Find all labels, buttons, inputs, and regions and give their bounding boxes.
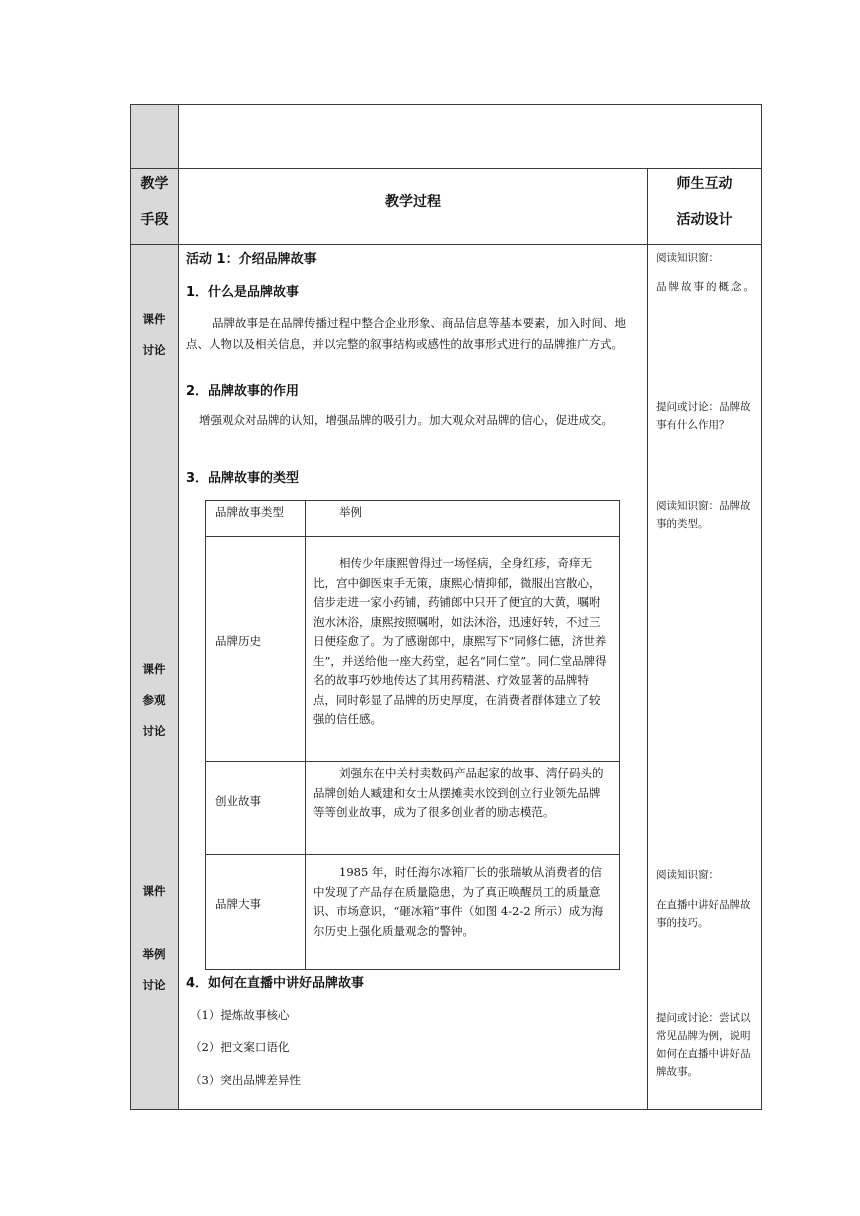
brand-story-types-table [205, 500, 620, 970]
column-divider-2 [647, 168, 648, 1110]
table-row-2-example: 刘强东在中关村卖数码产品起家的故事、湾仔码头的品牌创始人臧建和女士从摆摊卖水饺到创立行业领先品牌等等创业故事，成为了很多创业者的励志模范。 [313, 766, 604, 819]
section-1-text: 品牌故事是在品牌传播过程中整合企业形象、商品信息等基本要素，加入时间、地点、人物以及相关信息，并以完整的叙事结构或感性的故事形式进行的品牌推广方式。 [186, 316, 626, 351]
note-question-live: 提问或讨论：尝试以常见品牌为例，说明如何在直播中讲好品牌故事。 [656, 1012, 751, 1078]
means-label-2a: 课件 [142, 662, 166, 676]
section-2-text: 增强观众对品牌的认知，增强品牌的吸引力。加大观众对品牌的信心，促进成交。 [199, 413, 613, 427]
column-divider-1 [178, 104, 179, 1110]
header-teaching-means-1: 教学 [140, 176, 169, 192]
table-border-top [130, 104, 762, 105]
section-4-item-2: （2）把文案口语化 [190, 1040, 290, 1054]
table-row-3-example: 1985 年，时任海尔冰箱厂长的张瑞敏从消费者的信中发现了产品存在质量隐患，为了真正唤醒员工的质量意识、市场意识，“砸冰箱”事件（如图 4-2-2 所示）成为海尔历史上强化质量观念的警钟。 [313, 865, 604, 938]
table-row-2-type: 创业故事 [215, 794, 261, 808]
table-row-1-type: 品牌历史 [215, 634, 261, 648]
note-read-window-types: 阅读知识窗：品牌故事的类型。 [656, 500, 751, 530]
note-live-tips: 在直播中讲好品牌故事的技巧。 [656, 899, 751, 929]
note-read-window-1: 阅读知识窗： [656, 252, 719, 264]
note-read-window-2: 阅读知识窗： [656, 869, 719, 881]
table-header-type: 品牌故事类型 [215, 505, 284, 519]
header-teaching-means-2: 手段 [140, 212, 169, 228]
section-1-title: 1．什么是品牌故事 [186, 285, 300, 300]
activity-title: 活动 1：介绍品牌故事 [186, 252, 317, 267]
means-label-1b: 讨论 [142, 343, 166, 357]
section-3-title: 3．品牌故事的类型 [186, 471, 300, 486]
table-border-left [130, 104, 131, 1110]
section-2-title: 2．品牌故事的作用 [186, 384, 300, 399]
means-label-2b: 参观 [142, 693, 166, 707]
table-row-3-type: 品牌大事 [215, 897, 261, 911]
table-border-right [761, 104, 762, 1110]
header-interaction-2: 活动设计 [676, 212, 733, 228]
section-4-title: 4．如何在直播中讲好品牌故事 [186, 976, 365, 991]
means-label-2c: 讨论 [142, 724, 166, 738]
section-4-item-1: （1）提炼故事核心 [190, 1008, 290, 1022]
means-label-1a: 课件 [142, 312, 166, 326]
row-divider-1 [130, 168, 762, 169]
header-teaching-process: 教学过程 [385, 194, 441, 210]
table-header-example: 举例 [339, 505, 362, 519]
row-divider-2 [130, 244, 762, 245]
note-brand-story-concept: 品牌故事的概念。 [656, 281, 756, 293]
means-label-3a: 课件 [142, 884, 166, 898]
table-border-bottom [130, 1109, 762, 1110]
section-4-item-3: （3）突出品牌差异性 [190, 1073, 301, 1087]
means-label-3c: 讨论 [142, 978, 166, 992]
means-label-3b: 举例 [142, 947, 166, 961]
note-question-role: 提问或讨论：品牌故事有什么作用？ [656, 401, 751, 431]
table-row-1-example: 相传少年康熙曾得过一场怪病，全身红疹，奇痒无比，宫中御医束手无策，康熙心情抑郁，微服出宫散心，信步走进一家小药铺，药铺郎中只开了便宜的大黄，嘱咐泡水沐浴，康熙按照嘱咐，如法沐浴，迅速好转，不过三日便痊愈了。为了感谢郎中，康熙写下“同修仁德，济世养生”，并送给他一座大药堂，起名“同仁堂”。同仁堂品牌得名的故事巧妙地传达了其用药精湛、疗效显著的品牌特点，同时彰显了品牌的历史厚度，在消费者群体建立了较强的信任感。 [313, 556, 607, 726]
header-interaction-1: 师生互动 [676, 176, 733, 192]
